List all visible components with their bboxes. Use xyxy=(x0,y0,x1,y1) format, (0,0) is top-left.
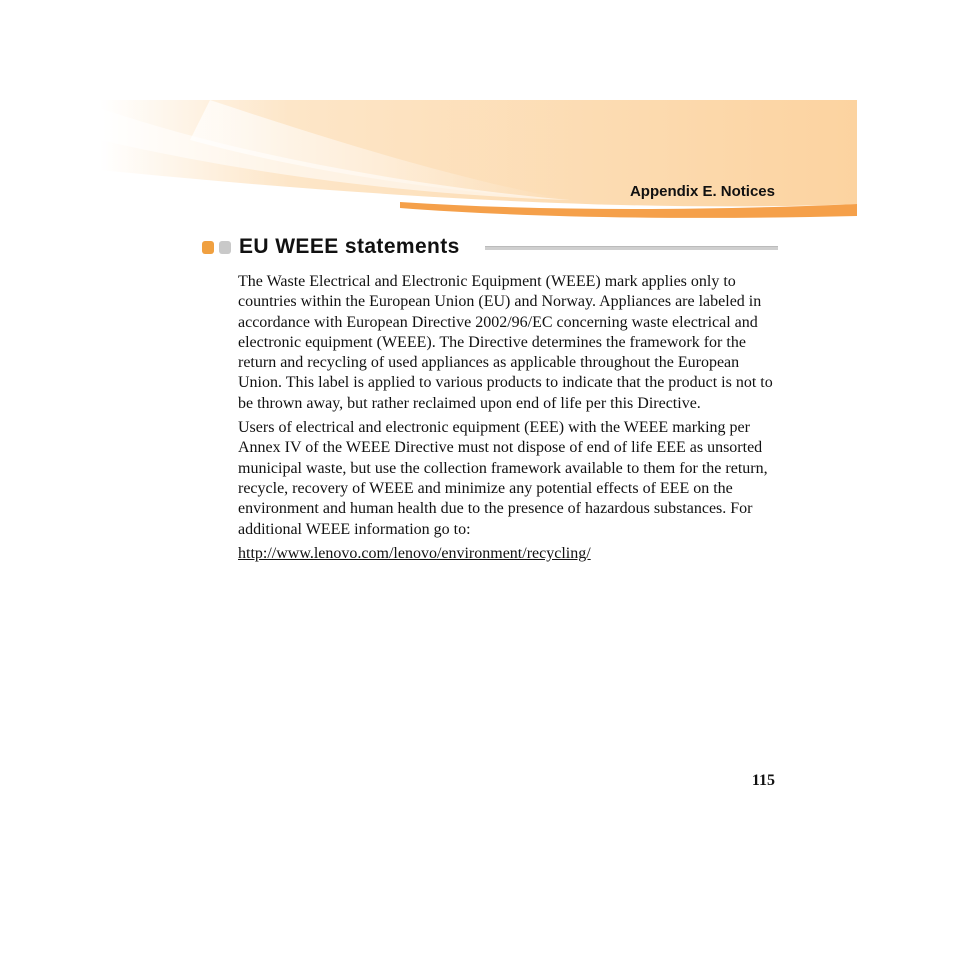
section-title: EU WEEE statements xyxy=(239,235,460,258)
paragraph-eee-users: Users of electrical and electronic equipment (EEE) with the WEEE marking per Annex IV of the WEEE Directive must not dispose of end of life EEE as unsorted municipal waste, but use the collection framework available to them for the return, recycle, recovery of WEEE and minimize any potential effects of EEE on the environment and human health due to the presence of hazardous substances. For additional WEEE information go to: xyxy=(238,419,768,538)
body-text xyxy=(238,272,778,568)
chapter-header-label: Appendix E. Notices xyxy=(629,183,775,200)
header-banner xyxy=(100,100,857,218)
orange-square-icon xyxy=(202,241,214,254)
gray-square-icon xyxy=(219,241,231,254)
heading-rule-divider xyxy=(485,246,778,250)
header-swoosh-graphic xyxy=(100,100,857,218)
recycling-link[interactable]: http://www.lenovo.com/lenovo/environment/recycling/ xyxy=(238,544,591,562)
section-heading xyxy=(202,234,778,260)
paragraph-weee-mark: The Waste Electrical and Electronic Equipment (WEEE) mark applies only to countries within the European Union (EU) and Norway. Appliances are labeled in accordance with European Directive 2002/96/EC concerning waste electrical and electronic equipment (WEEE). The Directive determines the framework for the return and recycling of used appliances as applicable throughout the European Union. This label is applied to various products to indicate that the product is not to be thrown away, but rather reclaimed upon end of life per this Directive. xyxy=(238,273,773,412)
page-number: 115 xyxy=(751,772,775,789)
